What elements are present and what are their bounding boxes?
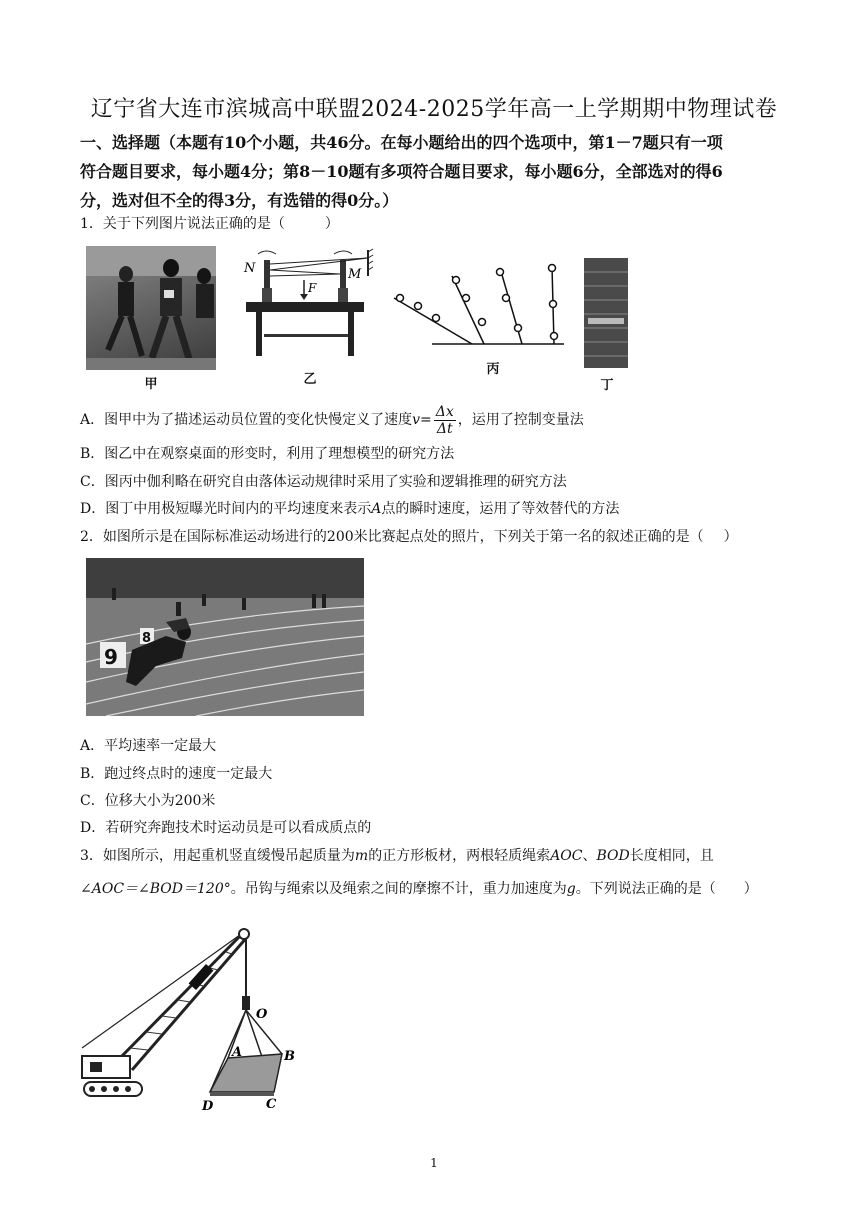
point-a-symbol: A <box>371 501 382 517</box>
q3-line1-mid: 的正方形板材，两根轻质绳索 <box>368 848 551 864</box>
label-n: N <box>244 261 256 276</box>
caption-yi: 乙 <box>303 372 317 387</box>
figure-jia-sprinters-photo <box>86 246 216 370</box>
question-2-option-a: A．平均速率一定最大 <box>80 738 217 754</box>
label-c: C <box>266 1097 277 1112</box>
question-3-line-2 <box>80 879 758 899</box>
fraction-denominator: Δt <box>436 420 453 437</box>
page-number: 1 <box>430 1156 438 1170</box>
question-1-text: 1．关于下列图片说法正确的是（ <box>80 216 285 232</box>
section-line-2: 符合题目要求，每小题4分；第8－10题有多项符合题目要求，每小题6分，全部选对的得6 <box>80 162 723 181</box>
option-d-text: D．图丁中用极短曝光时间内的平均速度来表示 <box>80 501 372 517</box>
q3-line2-mid: 。吊钩与绳索以及绳索之间的摩擦不计，重力加速度为 <box>230 881 567 897</box>
option-a-text: A．图甲中为了描述运动员位置的变化快慢定义了速度 <box>80 412 413 428</box>
equals-sign: = <box>420 412 432 428</box>
label-f: F <box>308 281 317 295</box>
question-1-option-c: C．图丙中伽利略在研究自由落体运动规律时采用了实验和逻辑推理的研究方法 <box>80 474 567 490</box>
label-m: M <box>348 267 362 282</box>
question-2-text: 2．如图所示是在国际标准运动场进行的200米比赛起点处的照片，下列关于第一名的叙述正确的是（ <box>80 529 704 545</box>
question-2-option-d: D．若研究奔跑技术时运动员是可以看成质点的 <box>80 820 372 836</box>
velocity-symbol: v <box>412 412 421 428</box>
option-d-tail: 点的瞬时速度，运用了等效替代的方法 <box>381 501 620 517</box>
section-line-3: 分，选对但不全的得3分，有选错的得0分。） <box>80 191 399 210</box>
photo-bib-number-8: 8 <box>142 631 152 646</box>
caption-jia: 甲 <box>144 377 158 392</box>
label-a: A <box>232 1045 243 1060</box>
question-2-paren-end: ） <box>723 529 738 545</box>
angle-expression: ∠AOC＝∠BOD＝120° <box>80 881 231 897</box>
question-1-stem <box>80 214 339 234</box>
question-2-stem <box>80 527 738 547</box>
question-3-paren-end: ） <box>743 881 758 897</box>
figure-q3-crane <box>78 924 310 1114</box>
mass-symbol: m <box>354 848 369 864</box>
q3-line1-tail: 长度相同，且 <box>629 848 714 864</box>
question-1-option-d <box>80 499 619 519</box>
q3-line2-tail: 。下列说法正确的是（ <box>575 881 716 897</box>
question-2-option-b: B．跑过终点时的速度一定最大 <box>80 766 273 782</box>
caption-bing: 丙 <box>486 362 500 377</box>
question-1-option-b: B．图乙中在观察桌面的形变时，利用了理想模型的研究方法 <box>80 446 455 462</box>
question-2-option-c: C．位移大小为200米 <box>80 793 216 809</box>
question-1-option-a <box>80 400 584 440</box>
figure-bing-inclined-planes <box>392 258 570 350</box>
figure-ding-brick-wall <box>584 258 628 368</box>
label-o: O <box>256 1007 268 1022</box>
section-instructions <box>80 128 795 215</box>
caption-ding: 丁 <box>600 378 614 393</box>
velocity-fraction <box>434 404 456 437</box>
label-d: D <box>202 1099 214 1114</box>
option-a-tail: ，运用了控制变量法 <box>457 412 584 428</box>
section-line-1: 一、选择题（本题有10个小题，共46分。在每小题给出的四个选项中，第1－7题只有一项 <box>80 133 723 152</box>
rope-aoc-symbol: AOC <box>550 848 583 864</box>
figure-q2-track-start-photo <box>86 558 364 716</box>
figure-yi-table-mirrors <box>236 246 382 362</box>
q3-line1-text: 3．如图所示，用起重机竖直缓慢吊起质量为 <box>80 848 355 864</box>
q3-separator: 、 <box>582 848 597 864</box>
question-3-line-1 <box>80 846 714 866</box>
rope-bod-symbol: BOD <box>596 848 630 864</box>
question-1-paren-end: ） <box>324 216 339 232</box>
gravity-symbol: g <box>566 881 576 897</box>
fraction-numerator: Δx <box>435 403 454 420</box>
label-b: B <box>284 1049 295 1064</box>
page-title: 辽宁省大连市滨城高中联盟2024-2025学年高一上学期期中物理试卷 <box>90 97 778 122</box>
photo-bib-number-9: 9 <box>104 645 118 669</box>
